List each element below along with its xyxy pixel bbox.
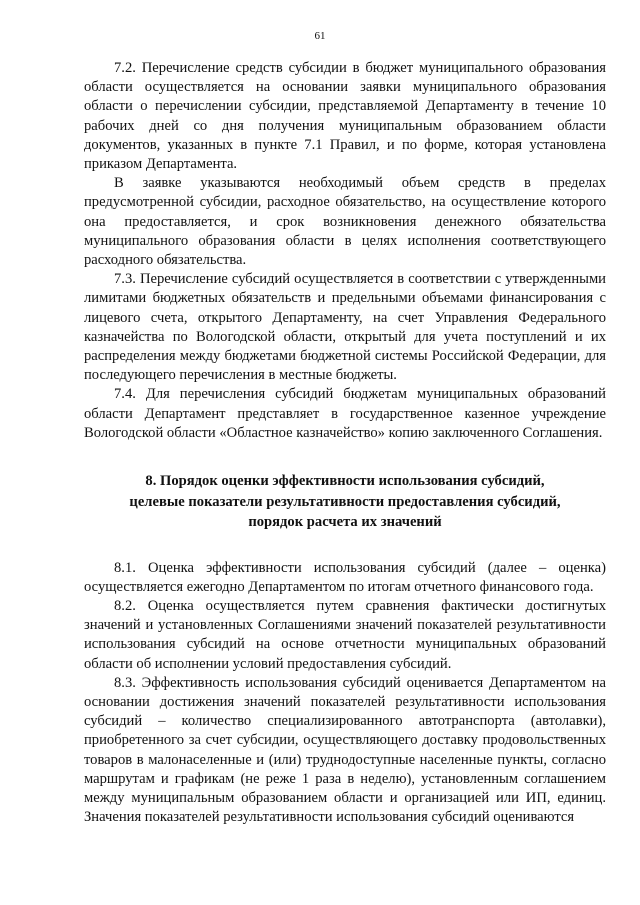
document-body — [84, 59, 606, 827]
paragraph-7-3: 7.3. Перечисление субсидий осуществляется в соответствии с утвержденными лимитами бюджетных обязательств и предельными объемами финансирования с лицевого счета, открытого Департаменту, на счет Управления Федерального казначейства по Вологодской области, открытый для учета поступлений и их распределения между бюджетами бюджетной системы Российской Федерации, для последующего перечисления в местные бюджеты. — [84, 271, 606, 384]
paragraph-8-3: 8.3. Эффективность использования субсидий оценивается Департаментом на основании достижения значений показателей результативности использования субсидий – количество специализированного автотранспорта (автолавки), приобретенного за счет субсидии, осуществляющего доставку продовольственных товаров в малонаселенные и (или) труднодоступные населенные пункты, согласно маршрутам и графикам (не реже 1 раза в неделю), установленным соглашением между муниципальным образованием области и организацией или ИП, единиц. Значения показателей результативности использования субсидий оцениваются — [84, 674, 606, 826]
paragraph-7-2: 7.2. Перечисление средств субсидии в бюджет муниципального образования области осуществляется на основании заявки муниципального образования области о перечислении субсидии, представляемой Департаменту в течение 10 рабочих дней со дня получения муниципальным образованием области документов, указанных в пункте 7.1 Правил, и по форме, которая установлена приказом Департамента. — [84, 60, 606, 173]
page-number: 61 — [314, 30, 326, 42]
paragraph-8-2: 8.2. Оценка осуществляется путем сравнения фактически достигнутых значений и установленных Соглашениями значений показателей результативности использования субсидий на основе отчетности муниципальных образований области об исполнении условий предоставления субсидий. — [84, 597, 606, 672]
paragraph-7-4: 7.4. Для перечисления субсидий бюджетам муниципальных образований области Департамент представляет в государственное казенное учреждение Вологодской области «Областное казначейство» копию заключенного Соглашения. — [84, 386, 606, 441]
paragraph-8-1: 8.1. Оценка эффективности использования субсидий (далее – оценка) осуществляется ежегодно Департаментом по итогам отчетного финансового года. — [84, 559, 606, 595]
section-8-heading — [84, 471, 606, 533]
section-heading-line-1: 8. Порядок оценки эффективности использования субсидий, — [145, 473, 545, 490]
paragraph-7-2-application: В заявке указываются необходимый объем средств в пределах предусмотренной субсидии, расходное обязательство, на осуществление которого она предоставляется, и срок возникновения денежного обязательства муниципального образования области в целях исполнения соответствующего расходного обязательства. — [84, 175, 606, 269]
section-heading-line-3: порядок расчета их значений — [248, 514, 442, 531]
section-heading-line-2: целевые показатели результативности предоставления субсидий, — [129, 493, 561, 510]
